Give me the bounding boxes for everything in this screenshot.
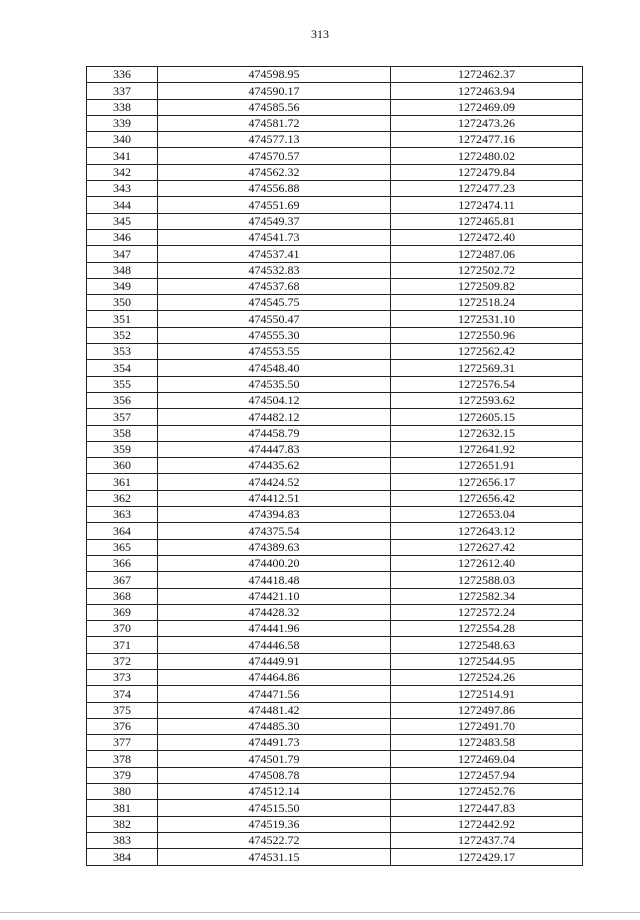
table-row — [87, 409, 583, 425]
y-coordinate-cell: 1272548.63 — [391, 637, 583, 653]
point-number-cell: 345 — [87, 213, 158, 229]
point-number-cell: 368 — [87, 588, 158, 604]
table-row — [87, 572, 583, 588]
x-coordinate-cell: 474537.41 — [158, 246, 391, 262]
point-number-cell: 360 — [87, 458, 158, 474]
point-number-cell: 380 — [87, 784, 158, 800]
y-coordinate-cell: 1272562.42 — [391, 344, 583, 360]
x-coordinate-cell: 474508.78 — [158, 767, 391, 783]
x-coordinate-cell: 474421.10 — [158, 588, 391, 604]
point-number-cell: 357 — [87, 409, 158, 425]
y-coordinate-cell: 1272463.94 — [391, 83, 583, 99]
y-coordinate-cell: 1272612.40 — [391, 555, 583, 571]
x-coordinate-cell: 474537.68 — [158, 278, 391, 294]
x-coordinate-cell: 474449.91 — [158, 653, 391, 669]
table-row — [87, 213, 583, 229]
x-coordinate-cell: 474464.86 — [158, 669, 391, 685]
table-row — [87, 458, 583, 474]
table-row — [87, 555, 583, 571]
x-coordinate-cell: 474471.56 — [158, 686, 391, 702]
table-row — [87, 686, 583, 702]
point-number-cell: 361 — [87, 474, 158, 490]
y-coordinate-cell: 1272576.54 — [391, 376, 583, 392]
point-number-cell: 363 — [87, 507, 158, 523]
x-coordinate-cell: 474585.56 — [158, 99, 391, 115]
point-number-cell: 340 — [87, 132, 158, 148]
point-number-cell: 348 — [87, 262, 158, 278]
table-row — [87, 262, 583, 278]
table-row — [87, 327, 583, 343]
x-coordinate-cell: 474531.15 — [158, 849, 391, 865]
x-coordinate-cell: 474549.37 — [158, 213, 391, 229]
table-row — [87, 311, 583, 327]
x-coordinate-cell: 474577.13 — [158, 132, 391, 148]
table-row — [87, 392, 583, 408]
y-coordinate-cell: 1272472.40 — [391, 229, 583, 245]
y-coordinate-cell: 1272480.02 — [391, 148, 583, 164]
point-number-cell: 353 — [87, 344, 158, 360]
table-row — [87, 751, 583, 767]
point-number-cell: 347 — [87, 246, 158, 262]
y-coordinate-cell: 1272656.17 — [391, 474, 583, 490]
x-coordinate-cell: 474551.69 — [158, 197, 391, 213]
y-coordinate-cell: 1272544.95 — [391, 653, 583, 669]
y-coordinate-cell: 1272502.72 — [391, 262, 583, 278]
table-row — [87, 539, 583, 555]
table-row — [87, 849, 583, 865]
table-row — [87, 132, 583, 148]
point-number-cell: 365 — [87, 539, 158, 555]
table-row — [87, 229, 583, 245]
point-number-cell: 374 — [87, 686, 158, 702]
x-coordinate-cell: 474556.88 — [158, 181, 391, 197]
table-row — [87, 148, 583, 164]
point-number-cell: 351 — [87, 311, 158, 327]
y-coordinate-cell: 1272462.37 — [391, 67, 583, 83]
x-coordinate-cell: 474424.52 — [158, 474, 391, 490]
x-coordinate-cell: 474485.30 — [158, 718, 391, 734]
x-coordinate-cell: 474512.14 — [158, 784, 391, 800]
table-row — [87, 523, 583, 539]
point-number-cell: 370 — [87, 621, 158, 637]
x-coordinate-cell: 474535.50 — [158, 376, 391, 392]
point-number-cell: 364 — [87, 523, 158, 539]
y-coordinate-cell: 1272469.04 — [391, 751, 583, 767]
y-coordinate-cell: 1272643.12 — [391, 523, 583, 539]
table-row — [87, 115, 583, 131]
point-number-cell: 349 — [87, 278, 158, 294]
x-coordinate-cell: 474418.48 — [158, 572, 391, 588]
x-coordinate-cell: 474562.32 — [158, 164, 391, 180]
point-number-cell: 384 — [87, 849, 158, 865]
table-row — [87, 425, 583, 441]
table-row — [87, 99, 583, 115]
y-coordinate-cell: 1272651.91 — [391, 458, 583, 474]
y-coordinate-cell: 1272474.11 — [391, 197, 583, 213]
point-number-cell: 378 — [87, 751, 158, 767]
point-number-cell: 372 — [87, 653, 158, 669]
y-coordinate-cell: 1272457.94 — [391, 767, 583, 783]
y-coordinate-cell: 1272477.23 — [391, 181, 583, 197]
x-coordinate-cell: 474491.73 — [158, 735, 391, 751]
y-coordinate-cell: 1272497.86 — [391, 702, 583, 718]
x-coordinate-cell: 474550.47 — [158, 311, 391, 327]
table-row — [87, 295, 583, 311]
y-coordinate-cell: 1272641.92 — [391, 441, 583, 457]
x-coordinate-cell: 474590.17 — [158, 83, 391, 99]
table-row — [87, 784, 583, 800]
table-row — [87, 164, 583, 180]
x-coordinate-cell: 474446.58 — [158, 637, 391, 653]
x-coordinate-cell: 474522.72 — [158, 832, 391, 848]
point-number-cell: 366 — [87, 555, 158, 571]
y-coordinate-cell: 1272627.42 — [391, 539, 583, 555]
x-coordinate-cell: 474504.12 — [158, 392, 391, 408]
point-number-cell: 341 — [87, 148, 158, 164]
y-coordinate-cell: 1272550.96 — [391, 327, 583, 343]
table-row — [87, 718, 583, 734]
point-number-cell: 383 — [87, 832, 158, 848]
table-row — [87, 702, 583, 718]
table-row — [87, 246, 583, 262]
y-coordinate-cell: 1272477.16 — [391, 132, 583, 148]
point-number-cell: 337 — [87, 83, 158, 99]
y-coordinate-cell: 1272582.34 — [391, 588, 583, 604]
point-number-cell: 336 — [87, 67, 158, 83]
x-coordinate-cell: 474389.63 — [158, 539, 391, 555]
point-number-cell: 359 — [87, 441, 158, 457]
coordinate-table-body — [87, 67, 583, 866]
point-number-cell: 344 — [87, 197, 158, 213]
table-row — [87, 376, 583, 392]
x-coordinate-cell: 474501.79 — [158, 751, 391, 767]
y-coordinate-cell: 1272554.28 — [391, 621, 583, 637]
point-number-cell: 342 — [87, 164, 158, 180]
table-row — [87, 474, 583, 490]
y-coordinate-cell: 1272447.83 — [391, 800, 583, 816]
y-coordinate-cell: 1272588.03 — [391, 572, 583, 588]
x-coordinate-cell: 474532.83 — [158, 262, 391, 278]
point-number-cell: 354 — [87, 360, 158, 376]
table-row — [87, 588, 583, 604]
y-coordinate-cell: 1272437.74 — [391, 832, 583, 848]
table-row — [87, 507, 583, 523]
point-number-cell: 367 — [87, 572, 158, 588]
x-coordinate-cell: 474458.79 — [158, 425, 391, 441]
x-coordinate-cell: 474545.75 — [158, 295, 391, 311]
y-coordinate-cell: 1272518.24 — [391, 295, 583, 311]
y-coordinate-cell: 1272569.31 — [391, 360, 583, 376]
table-row — [87, 197, 583, 213]
x-coordinate-cell: 474482.12 — [158, 409, 391, 425]
point-number-cell: 339 — [87, 115, 158, 131]
x-coordinate-cell: 474447.83 — [158, 441, 391, 457]
table-row — [87, 490, 583, 506]
table-row — [87, 816, 583, 832]
table-row — [87, 83, 583, 99]
bottom-rule — [0, 912, 640, 913]
x-coordinate-cell: 474581.72 — [158, 115, 391, 131]
y-coordinate-cell: 1272593.62 — [391, 392, 583, 408]
y-coordinate-cell: 1272479.84 — [391, 164, 583, 180]
x-coordinate-cell: 474519.36 — [158, 816, 391, 832]
point-number-cell: 371 — [87, 637, 158, 653]
point-number-cell: 346 — [87, 229, 158, 245]
x-coordinate-cell: 474412.51 — [158, 490, 391, 506]
y-coordinate-cell: 1272605.15 — [391, 409, 583, 425]
point-number-cell: 350 — [87, 295, 158, 311]
table-row — [87, 344, 583, 360]
table-row — [87, 669, 583, 685]
x-coordinate-cell: 474570.57 — [158, 148, 391, 164]
x-coordinate-cell: 474553.55 — [158, 344, 391, 360]
table-row — [87, 637, 583, 653]
y-coordinate-cell: 1272465.81 — [391, 213, 583, 229]
coordinate-table — [86, 66, 583, 866]
page-number: 313 — [311, 27, 329, 41]
x-coordinate-cell: 474428.32 — [158, 604, 391, 620]
x-coordinate-cell: 474375.54 — [158, 523, 391, 539]
table-row — [87, 67, 583, 83]
y-coordinate-cell: 1272487.06 — [391, 246, 583, 262]
point-number-cell: 362 — [87, 490, 158, 506]
y-coordinate-cell: 1272483.58 — [391, 735, 583, 751]
y-coordinate-cell: 1272524.26 — [391, 669, 583, 685]
y-coordinate-cell: 1272509.82 — [391, 278, 583, 294]
table-row — [87, 604, 583, 620]
point-number-cell: 355 — [87, 376, 158, 392]
x-coordinate-cell: 474541.73 — [158, 229, 391, 245]
table-row — [87, 767, 583, 783]
x-coordinate-cell: 474555.30 — [158, 327, 391, 343]
point-number-cell: 369 — [87, 604, 158, 620]
y-coordinate-cell: 1272572.24 — [391, 604, 583, 620]
point-number-cell: 338 — [87, 99, 158, 115]
point-number-cell: 358 — [87, 425, 158, 441]
point-number-cell: 376 — [87, 718, 158, 734]
point-number-cell: 381 — [87, 800, 158, 816]
y-coordinate-cell: 1272653.04 — [391, 507, 583, 523]
table-row — [87, 278, 583, 294]
y-coordinate-cell: 1272429.17 — [391, 849, 583, 865]
y-coordinate-cell: 1272473.26 — [391, 115, 583, 131]
point-number-cell: 379 — [87, 767, 158, 783]
y-coordinate-cell: 1272514.91 — [391, 686, 583, 702]
y-coordinate-cell: 1272442.92 — [391, 816, 583, 832]
y-coordinate-cell: 1272656.42 — [391, 490, 583, 506]
point-number-cell: 375 — [87, 702, 158, 718]
x-coordinate-cell: 474548.40 — [158, 360, 391, 376]
x-coordinate-cell: 474394.83 — [158, 507, 391, 523]
x-coordinate-cell: 474441.96 — [158, 621, 391, 637]
point-number-cell: 352 — [87, 327, 158, 343]
point-number-cell: 373 — [87, 669, 158, 685]
table-row — [87, 832, 583, 848]
y-coordinate-cell: 1272632.15 — [391, 425, 583, 441]
table-row — [87, 360, 583, 376]
x-coordinate-cell: 474400.20 — [158, 555, 391, 571]
point-number-cell: 377 — [87, 735, 158, 751]
y-coordinate-cell: 1272491.70 — [391, 718, 583, 734]
y-coordinate-cell: 1272531.10 — [391, 311, 583, 327]
x-coordinate-cell: 474598.95 — [158, 67, 391, 83]
table-row — [87, 441, 583, 457]
table-row — [87, 181, 583, 197]
x-coordinate-cell: 474435.62 — [158, 458, 391, 474]
table-row — [87, 800, 583, 816]
point-number-cell: 343 — [87, 181, 158, 197]
y-coordinate-cell: 1272469.09 — [391, 99, 583, 115]
point-number-cell: 382 — [87, 816, 158, 832]
point-number-cell: 356 — [87, 392, 158, 408]
table-row — [87, 653, 583, 669]
y-coordinate-cell: 1272452.76 — [391, 784, 583, 800]
table-row — [87, 735, 583, 751]
x-coordinate-cell: 474515.50 — [158, 800, 391, 816]
x-coordinate-cell: 474481.42 — [158, 702, 391, 718]
table-row — [87, 621, 583, 637]
